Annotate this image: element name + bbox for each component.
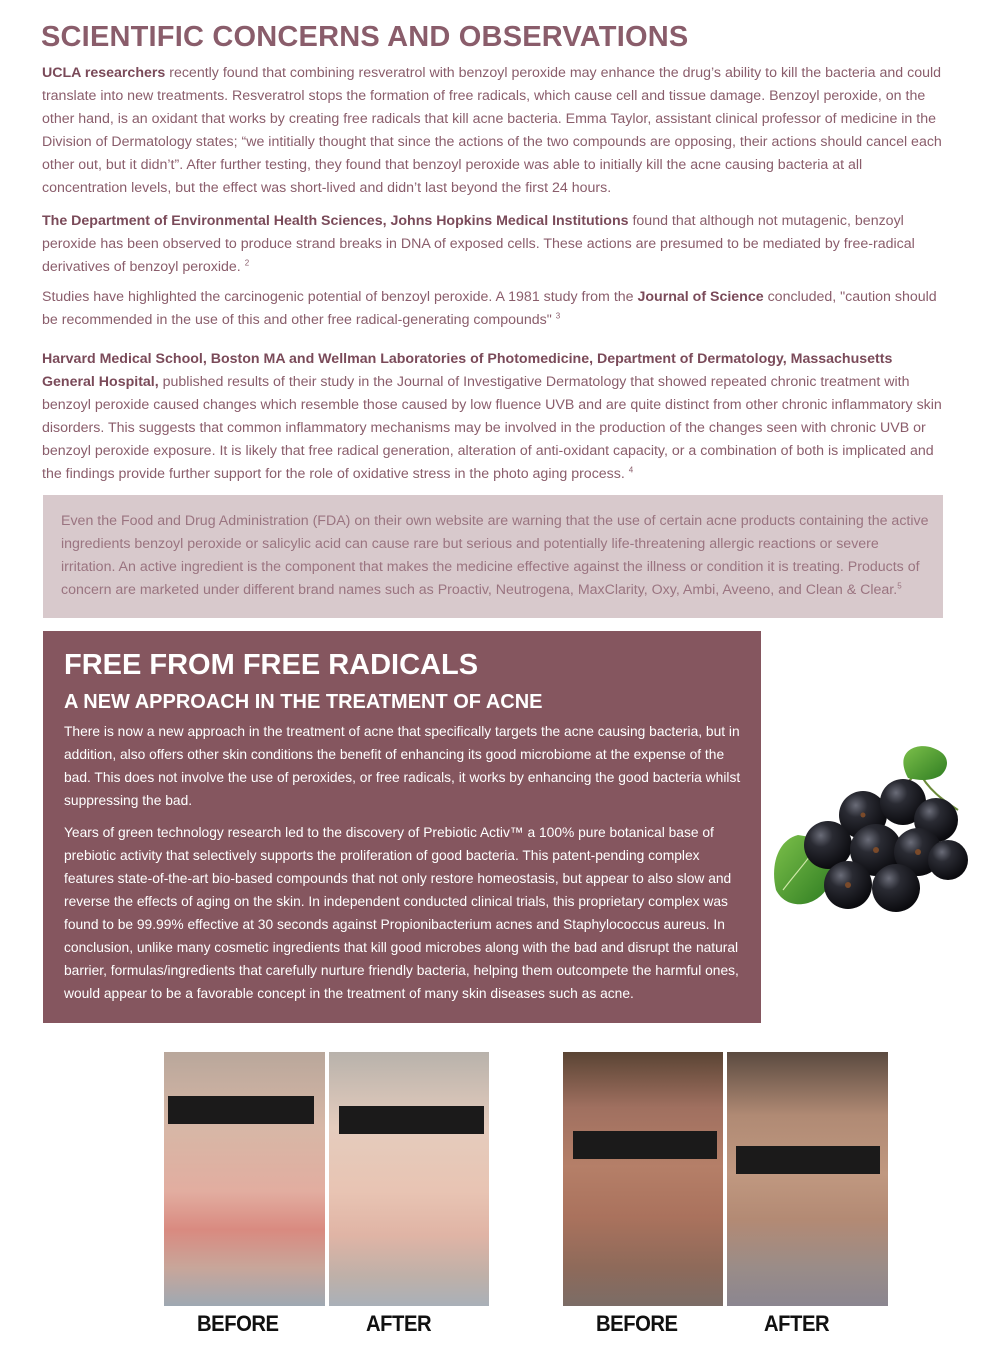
panel-paragraph-2: Years of green technology research led to the discovery of Prebiotic Activ™ a 100% pure botanical base of prebiotic activity that selectively supports the proliferation of good bacteria. This patent-pending complex features state-of-the-art bio-based compounds that not only restore homeostasis, but appear to also slow and reverse the effects of aging on the skin. In independent conducted clinical trials, this proprietary complex was found to be 99.99% effective at 30 seconds against Propionibacterium acnes and Staphylococcus aureus. In conclusion, unlike many cosmetic ingredients that kill good microbes along with the bad and disrupt the natural barrier, formulas/ingredients that carefully nurture friendly bacteria, helping them outcompete the harmful ones, would appear to be a favorable concept in the treatment of many skin diseases such as acne. <box>64 825 739 1001</box>
eye-censor-bar <box>573 1131 717 1159</box>
paragraph-harvard <box>42 348 944 486</box>
eye-censor-bar <box>339 1106 484 1134</box>
caption-before-right: BEFORE <box>596 1311 678 1336</box>
caption-after-right: AFTER <box>764 1311 830 1336</box>
paragraph-body: concluded, "caution should be recommended in the use of this and other free radical-generating compounds" <box>42 289 937 328</box>
before-photo <box>164 1052 325 1306</box>
photo-pair-right <box>563 1052 888 1306</box>
fda-callout-text <box>61 510 929 602</box>
paragraph-pre: Studies have highlighted the carcinogenic potential of benzoyl peroxide. A 1981 study from the <box>42 289 638 305</box>
paragraph-hopkins <box>42 210 944 279</box>
before-photo <box>563 1052 723 1306</box>
eye-censor-bar <box>736 1146 880 1174</box>
caption-before-left: BEFORE <box>197 1311 279 1336</box>
after-photo <box>727 1052 888 1306</box>
blackcurrant-image <box>768 740 978 915</box>
paragraph-lead: Harvard Medical School, Boston MA and Wellman Laboratories of Photomedicine, Department of Dermatology, Massachusetts General Hospital, <box>42 351 893 390</box>
page-title: SCIENTIFIC CONCERNS AND OBSERVATIONS <box>41 21 689 53</box>
paragraph-lead: UCLA researchers <box>42 65 166 81</box>
photo-pair-left <box>164 1052 489 1306</box>
panel-subtitle: A NEW APPROACH IN THE TREATMENT OF ACNE <box>64 691 543 713</box>
fda-callout <box>43 495 943 618</box>
paragraph-body: found that although not mutagenic, benzoyl peroxide has been observed to produce strand breaks in DNA of exposed cells. These actions are presumed to be mediated by free-radical derivatives of benzoyl peroxide. <box>42 213 915 275</box>
panel-title: FREE FROM FREE RADICALS <box>64 649 479 681</box>
paragraph-ucla <box>42 62 944 200</box>
paragraph-lead: The Department of Environmental Health Sciences, Johns Hopkins Medical Institutions <box>42 213 629 229</box>
after-photo <box>329 1052 489 1306</box>
paragraph-body: recently found that combining resveratrol with benzoyl peroxide may enhance the drug’s ability to kill the bacteria and could translate into new treatments. Resveratrol stops the formation of free radicals, which cause cell and tissue damage. Benzoyl peroxide, on the other hand, is an oxidant that works by creating free radicals that kill acne bacteria. Emma Taylor, assistant clinical professor of medicine in the Division of Dermatology states; “we intitially thought that since the actions of the two compounds are opposing, their actions should cancel each other out, but it didn’t”. After further testing, they found that benzoyl peroxide was able to initially kill the acne causing bacteria at all concentration levels, but the effect was short-lived and didn’t last beyond the first 24 hours. <box>42 65 942 196</box>
reference-marker: 3 <box>555 311 561 321</box>
eye-censor-bar <box>168 1096 314 1124</box>
reference-marker: 2 <box>244 258 250 268</box>
reference-marker: 5 <box>897 581 902 591</box>
paragraph-science <box>42 286 944 332</box>
reference-marker: 4 <box>628 465 634 475</box>
paragraph-lead: Journal of Science <box>637 289 764 305</box>
free-radicals-panel <box>43 631 761 1023</box>
fda-text-body: Even the Food and Drug Administration (FDA) on their own website are warning that the use of certain acne products containing the active ingredients benzoyl peroxide or salicylic acid can cause rare but serious and potentially life-threatening allergic reactions or severe irritation. An active ingredient is the component that makes the medicine effective against the illness or condition it is treating. Products of concern are marketed under different brand names such as Proactiv, Neutrogena, MaxClarity, Oxy, Ambi, Aveeno, and Clean & Clear. <box>61 513 929 598</box>
caption-after-left: AFTER <box>366 1311 432 1336</box>
paragraph-body: published results of their study in the Journal of Investigative Dermatology that showed repeated chronic treatment with benzoyl peroxide caused changes which resemble those caused by low fluence UVB and are quite distinct from other chronic inflammatory skin disorders. This suggests that common inflammatory mechanisms may be involved in the production of the changes seen with chronic UVB or benzoyl peroxide exposure. It is likely that free radical generation, alteration of anti-oxidant capacity, or a combination of both is implicated and the findings provide further support for the role of oxidative stress in the photo aging process. <box>42 374 942 482</box>
panel-paragraph-1: There is now a new approach in the treatment of acne that specifically targets the acne causing bacteria, but in addition, also offers other skin conditions the benefit of enhancing its good microbiome at the expense of the bad. This does not involve the use of peroxides, or free radicals, it works by enhancing the good bacteria whilst suppressing the bad. <box>64 724 741 808</box>
